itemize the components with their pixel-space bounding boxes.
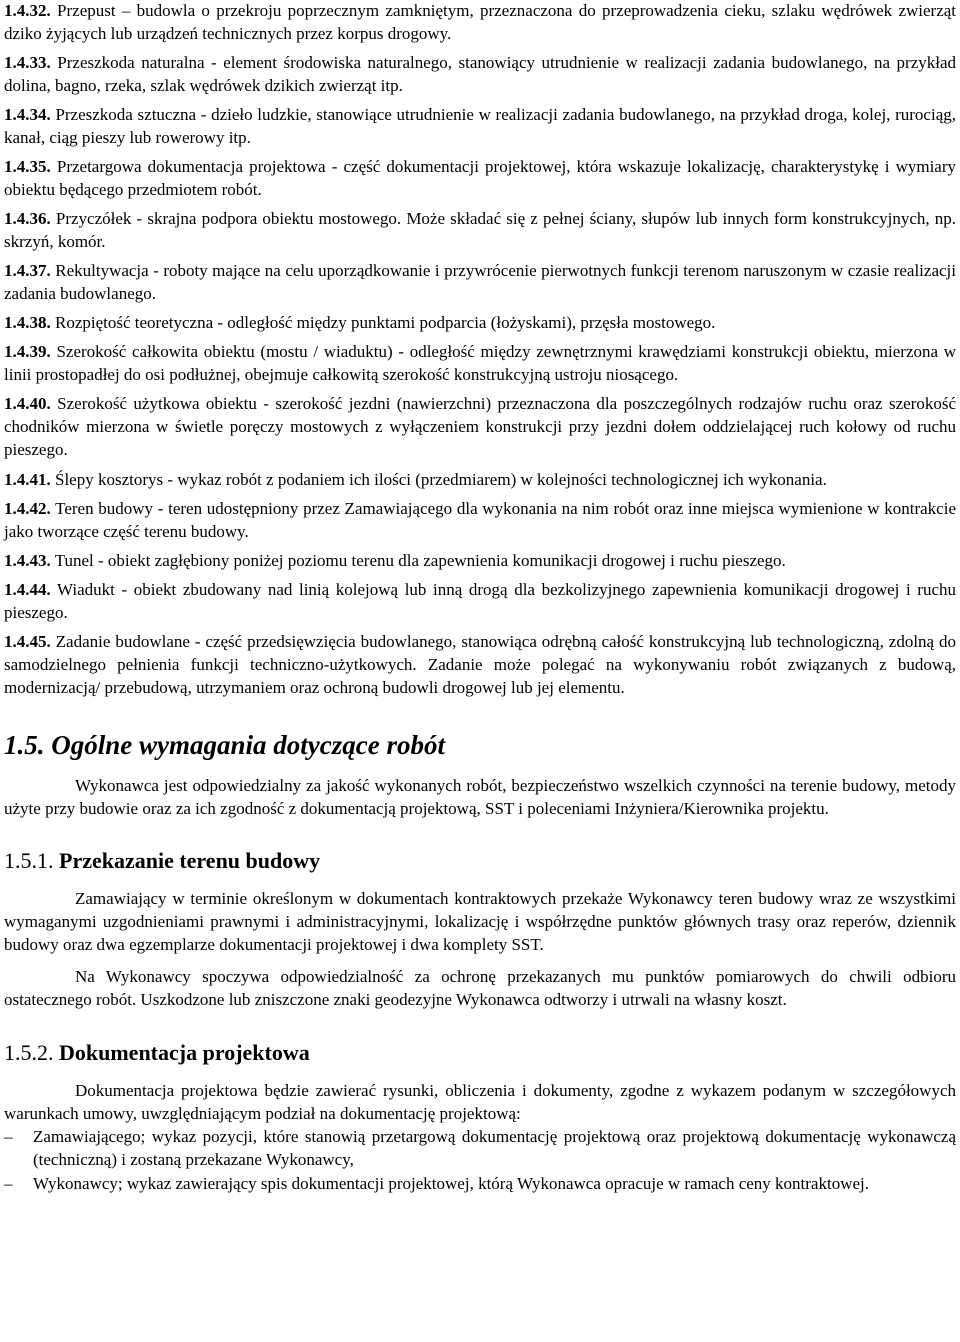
definition-text: Rozpiętość teoretyczna - odległość między punktami podparcia (łożyskami), przęsła mostowego. — [55, 313, 716, 332]
documentation-list — [4, 1125, 956, 1195]
definition-number: 1.4.40. — [4, 394, 51, 413]
list-item-text: Wykonawcy; wykaz zawierający spis dokumentacji projektowej, którą Wykonawca opracuje w ramach ceny kontraktowej. — [33, 1174, 869, 1193]
definition-number: 1.4.44. — [4, 580, 51, 599]
definition-text: Ślepy kosztorys - wykaz robót z podaniem ich ilości (przedmiarem) w kolejności technologicznej ich wykonania. — [55, 470, 827, 489]
definition-1-4-37 — [4, 259, 956, 305]
section-heading-1-5-1 — [4, 847, 956, 875]
definition-1-4-39 — [4, 340, 956, 386]
section-number: 1.5.2. — [4, 1040, 54, 1065]
section-title: Dokumentacja projektowa — [59, 1040, 310, 1065]
section-heading-1-5: 1.5. Ogólne wymagania dotyczące robót — [4, 730, 445, 760]
list-item-text: Zamawiającego; wykaz pozycji, które stanowią przetargową dokumentację projektową oraz projektową dokumentację wykonawczą (techniczną) i zostaną przekazane Wykonawcy, — [33, 1127, 956, 1169]
definition-1-4-43 — [4, 549, 956, 572]
list-item — [4, 1125, 956, 1171]
list-item — [4, 1172, 956, 1195]
definition-1-4-36 — [4, 207, 956, 253]
definition-1-4-44 — [4, 578, 956, 624]
definition-text: Rekultywacja - roboty mające na celu uporządkowanie i przywrócenie pierwotnych funkcji terenom naruszonym w czasie realizacji zadania budowlanego. — [4, 261, 956, 303]
definition-1-4-33 — [4, 51, 956, 97]
definition-number: 1.4.41. — [4, 470, 51, 489]
definition-number: 1.4.34. — [4, 105, 51, 124]
definition-1-4-34 — [4, 103, 956, 149]
definition-1-4-41 — [4, 468, 956, 491]
definition-1-4-42 — [4, 497, 956, 543]
definition-number: 1.4.45. — [4, 632, 51, 651]
section-title: Przekazanie terenu budowy — [59, 848, 321, 873]
dash-bullet: – — [4, 1127, 13, 1146]
definition-1-4-38 — [4, 311, 956, 334]
definition-1-4-35 — [4, 155, 956, 201]
definition-number: 1.4.43. — [4, 551, 51, 570]
section-number: 1.5.1. — [4, 848, 54, 873]
definition-text: Teren budowy - teren udostępniony przez Zamawiającego dla wykonania na nim robót oraz inne miejsca wymienione w kontrakcie jako tworzące część terenu budowy. — [4, 499, 956, 541]
definition-number: 1.4.42. — [4, 499, 51, 518]
section-1-5-1-paragraph-2: Na Wykonawcy spoczywa odpowiedzialność za ochronę przekazanych mu punktów pomiarowych do chwili odbioru ostatecznego robót. Uszkodzone lub zniszczone znaki geodezyjne Wykonawca odtworzy i utrwali na własny koszt. — [4, 967, 956, 1009]
definition-text: Przetargowa dokumentacja projektowa - część dokumentacji projektowej, która wskazuje lokalizację, charakterystykę i wymiary obiektu będącego przedmiotem robót. — [4, 157, 957, 199]
section-heading-1-5-2 — [4, 1039, 956, 1067]
section-1-5-2-paragraph: Dokumentacja projektowa będzie zawierać rysunki, obliczenia i dokumenty, zgodne z wykazem podanym w szczegółowych warunkach umowy, uwzględniającym podział na dokumentację projektową: — [4, 1081, 956, 1123]
definition-number: 1.4.33. — [4, 53, 51, 72]
dash-bullet: – — [4, 1174, 13, 1193]
definition-text: Tunel - obiekt zagłębiony poniżej poziomu terenu dla zapewnienia komunikacji drogowej i ruchu pieszego. — [54, 551, 786, 570]
definition-text: Przyczółek - skrajna podpora obiektu mostowego. Może składać się z pełnej ściany, słupów lub innych form konstrukcyjnych, np. skrzyń, komór. — [4, 209, 957, 251]
definition-number: 1.4.36. — [4, 209, 51, 228]
definition-text: Szerokość całkowita obiektu (mostu / wiaduktu) - odległość między zewnętrznymi krawędziami konstrukcji obiektu, mierzona w linii prostopadłej do osi podłużnej, obejmuje całkowitą szerokość konstrukcyjną ustroju niosącego. — [4, 342, 956, 384]
definition-number: 1.4.35. — [4, 157, 51, 176]
definition-text: Zadanie budowlane - część przedsięwzięcia budowlanego, stanowiąca odrębną całość konstrukcyjną lub technologiczną, zdolną do samodzielnego pełnienia funkcji techniczno-użytkowych. Zadanie może polegać na wykonywaniu robót związanych z budową, modernizacją/ przebudową, utrzymaniem oraz ochroną budowli drogowej lub jej elementu. — [4, 632, 957, 697]
definition-text: Przepust – budowla o przekroju poprzecznym zamkniętym, przeznaczona do przeprowadzenia cieku, szlaku wędrówek zwierząt dziko żyjących lub urządzeń technicznych przez korpus drogowy. — [4, 1, 957, 43]
definition-text: Szerokość użytkowa obiektu - szerokość jezdni (nawierzchni) przeznaczona dla poszczególnych rodzajów ruchu oraz szerokość chodników mierzona w świetle poręczy mostowych z wyłączeniem konstrukcji przy jezdni dołem oddzielającej ruch kołowy od ruchu pieszego. — [4, 394, 956, 459]
definition-number: 1.4.32. — [4, 1, 51, 20]
definition-text: Wiadukt - obiekt zbudowany nad linią kolejową lub inną drogą dla bezkolizyjnego zapewnienia komunikacji drogowej i ruchu pieszego. — [4, 580, 956, 622]
definition-text: Przeszkoda sztuczna - dzieło ludzkie, stanowiące utrudnienie w realizacji zadania budowlanego, na przykład droga, kolej, rurociąg, kanał, ciąg pieszy lub rowerowy itp. — [4, 105, 956, 147]
definition-number: 1.4.37. — [4, 261, 51, 280]
definition-1-4-40 — [4, 392, 956, 461]
section-1-5-paragraph: Wykonawca jest odpowiedzialny za jakość wykonanych robót, bezpieczeństwo wszelkich czynności na terenie budowy, metody użyte przy budowie oraz za ich zgodność z dokumentacją projektową, SST i poleceniami Inżyniera/Kierownika projektu. — [4, 776, 956, 818]
definition-number: 1.4.39. — [4, 342, 51, 361]
definition-number: 1.4.38. — [4, 313, 51, 332]
definition-1-4-32 — [4, 0, 956, 45]
definition-1-4-45 — [4, 630, 956, 699]
section-1-5-1-paragraph-1: Zamawiający w terminie określonym w dokumentach kontraktowych przekaże Wykonawcy teren budowy wraz ze wszystkimi wymaganymi uzgodnieniami prawnymi i administracyjnymi, lokalizację i współrzędne punktów głównych trasy oraz reperów, dziennik budowy oraz dwa egzemplarze dokumentacji projektowej i dwa komplety SST. — [4, 889, 956, 954]
definition-text: Przeszkoda naturalna - element środowiska naturalnego, stanowiący utrudnienie w realizacji zadania budowlanego, na przykład dolina, bagno, rzeka, szlak wędrówek dzikich zwierząt itp. — [4, 53, 957, 95]
